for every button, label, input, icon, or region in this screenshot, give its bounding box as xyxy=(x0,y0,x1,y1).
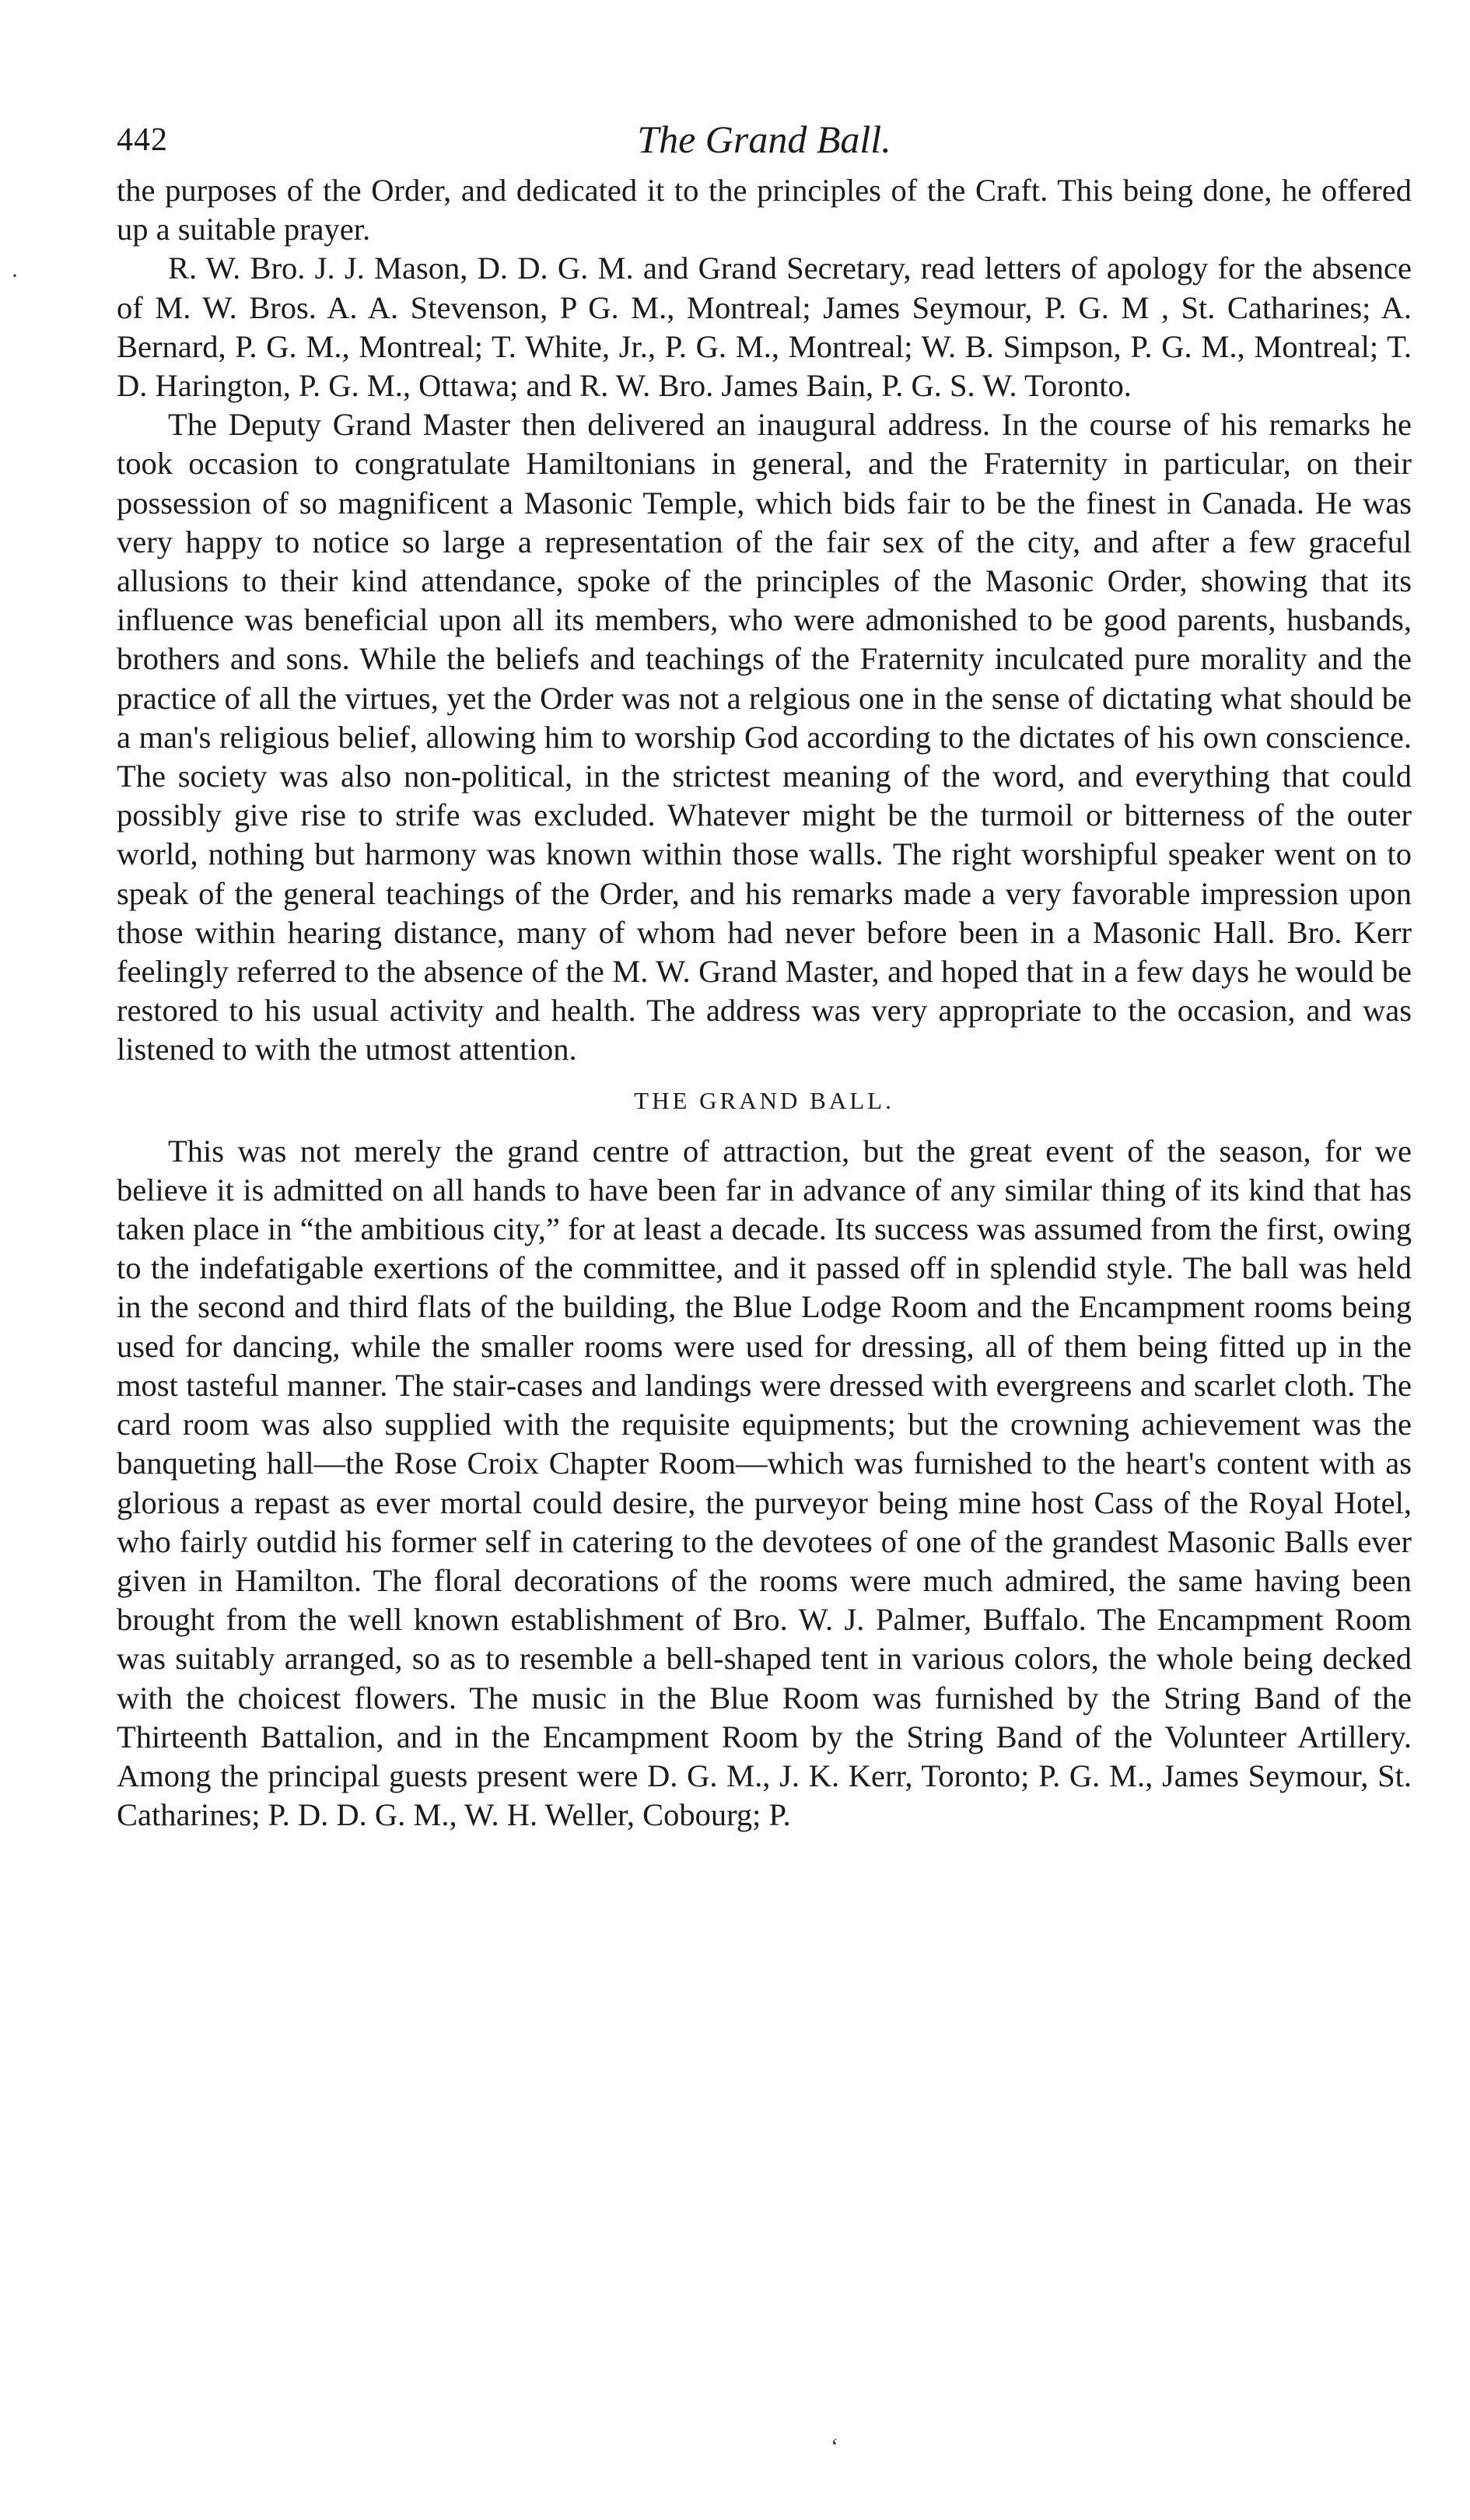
running-title: The Grand Ball. xyxy=(637,117,891,161)
bottom-mark: ‘ xyxy=(831,2434,838,2459)
book-page xyxy=(117,117,1412,1835)
paragraph-continuation: the purposes of the Order, and dedicated it to the principles of the Craft. This being done, he offered up a suitable prayer. xyxy=(117,173,1412,247)
margin-mark: · xyxy=(11,263,19,289)
paragraph-grand-ball: This was not merely the grand centre of attraction, but the great event of the season, for we believe it is admitted on all hands to have been far in advance of any similar thing of its kind that has taken place in “the ambitious city,” for at least a decade. Its success was assumed from the first, owing to the indefatigable exertions of the committee, and it passed off in splendid style. The ball was held in the second and third flats of the building, the Blue Lodge Room and the Encampment rooms being used for dancing, while the smaller rooms were used for dressing, all of them being fitted up in the most tasteful manner. The stair-cases and landings were dressed with evergreens and scarlet cloth. The card room was also supplied with the requisite equipments; but the crowning achievement was the banqueting hall—the Rose Croix Chapter Room—which was furnished to the heart's content with as glorious a repast as ever mortal could desire, the purveyor being mine host Cass of the Royal Hotel, who fairly outdid his former self in catering to the devotees of one of the grandest Masonic Balls ever given in Hamilton. The floral decorations of the rooms were much admired, the same having been brought from the well known establishment of Bro. W. J. Palmer, Buffalo. The Encampment Room was suitably arranged, so as to resemble a bell-shaped tent in various colors, the whole being decked with the choicest flowers. The music in the Blue Room was furnished by the String Band of the Thirteenth Battalion, and in the Encampment Room by the String Band of the Volunteer Artillery. Among the principal guests present were D. G. M., J. K. Kerr, Toronto; P. G. M., James Seymour, St. Catharines; P. D. D. G. M., W. H. Weller, Cobourg; P. xyxy=(117,1133,1412,1833)
paragraph-apologies: R. W. Bro. J. J. Mason, D. D. G. M. and Grand Secretary, read letters of apology for the absence of M. W. Bros. A. A. Stevenson, P G. M., Montreal; James Seymour, P. G. M , St. Catharines; A. Bernard, P. G. M., Montreal; T. White, Jr., P. G. M., Montreal; W. B. Simpson, P. G. M., Montreal; T. D. Harington, P. G. M., Ottawa; and R. W. Bro. James Bain, P. G. S. W. Toronto. xyxy=(117,251,1412,404)
running-head xyxy=(117,117,1412,171)
page-number: 442 xyxy=(117,122,168,158)
paragraph-inaugural-address: The Deputy Grand Master then delivered an inaugural address. In the course of his remarks he took occasion to congratulate Hamiltonians in general, and the Fraternity in particular, on their possession of so magnificent a Masonic Temple, which bids fair to be the finest in Canada. He was very happy to notice so large a representation of the fair sex of the city, and after a few graceful allusions to their kind attendance, spoke of the principles of the Masonic Order, showing that its influence was beneficial upon all its members, who were admonished to be good parents, husbands, brothers and sons. While the beliefs and teachings of the Fraternity inculcated pure morality and the practice of all the virtues, yet the Order was not a relgious one in the sense of dictating what should be a man's religious belief, allowing him to worship God according to the dictates of his own conscience. The society was also non-political, in the strictest meaning of the word, and everything that could possibly give rise to strife was excluded. Whatever might be the turmoil or bitterness of the outer world, nothing but harmony was known within those walls. The right worshipful speaker went on to speak of the general teachings of the Order, and his remarks made a very favorable impression upon those within hearing distance, many of whom had never before been in a Masonic Hall. Bro. Kerr feelingly referred to the absence of the M. W. Grand Master, and hoped that in a few days he would be restored to his usual activity and health. The address was very appropriate to the occasion, and was listened to with the utmost attention. xyxy=(117,407,1412,1067)
section-heading-grand-ball: THE GRAND BALL. xyxy=(634,1086,894,1114)
